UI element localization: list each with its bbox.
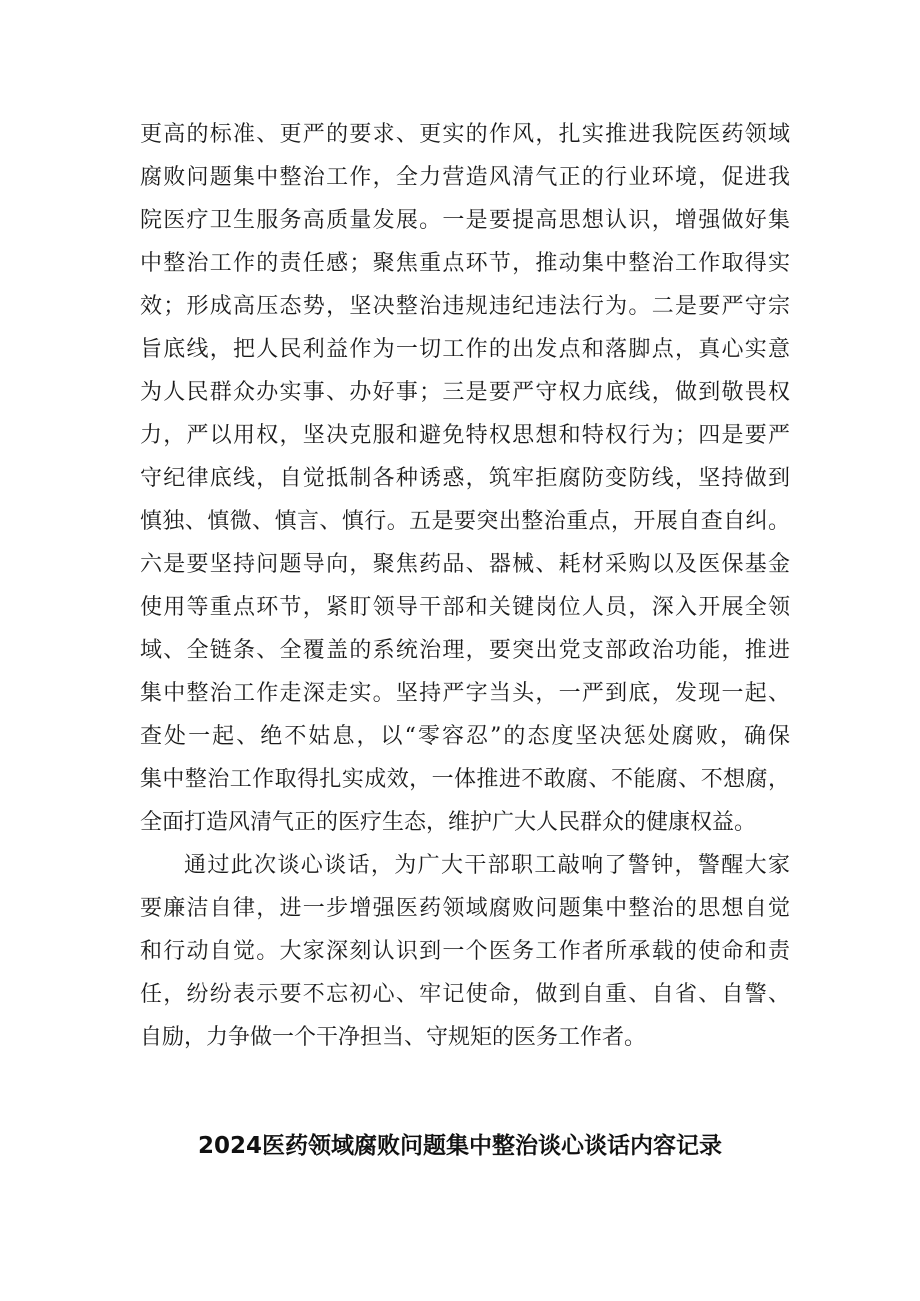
paragraph-line: 集中整治工作走深走实。坚持严字当头，一严到底，发现一起、 [140,681,790,706]
paragraph-line: 要廉洁自律，进一步增强医药领域腐败问题集中整治的思想自觉 [140,896,790,921]
paragraph-line: 集中整治工作取得扎实成效，一体推进不敢腐、不能腐、不想腐， [140,767,790,792]
section-title: 2024医药领域腐败问题集中整治谈心谈话内容记录 [197,1133,722,1159]
paragraph-line: 旨底线，把人民利益作为一切工作的出发点和落脚点，真心实意 [140,337,790,362]
paragraph-line: 中整治工作的责任感；聚焦重点环节，推动集中整治工作取得实 [140,251,790,276]
paragraph-line: 使用等重点环节，紧盯领导干部和关键岗位人员，深入开展全领 [140,595,790,620]
paragraph-line: 更高的标准、更严的要求、更实的作风，扎实推进我院医药领域 [140,122,790,147]
paragraph-line: 任，纷纷表示要不忘初心、牢记使命，做到自重、自省、自警、 [140,982,790,1007]
paragraph-line: 全面打造风清气正的医疗生态，维护广大人民群众的健康权益。 [140,810,757,835]
paragraph-line: 为人民群众办实事、办好事；三是要严守权力底线，做到敬畏权 [140,380,790,405]
paragraph-line: 守纪律底线，自觉抵制各种诱惑，筑牢拒腐防变防线，坚持做到 [140,466,790,491]
paragraph-1 [140,113,790,844]
body-text [140,113,790,1059]
paragraph-line: 力，严以用权，坚决克服和避免特权思想和特权行为；四是要严 [140,423,790,448]
paragraph-line: 院医疗卫生服务高质量发展。一是要提高思想认识，增强做好集 [140,208,790,233]
paragraph-line: 查处一起、绝不姑息，以“零容忍”的态度坚决惩处腐败，确保 [140,724,790,749]
paragraph-line: 通过此次谈心谈话，为广大干部职工敲响了警钟，警醒大家 [184,853,790,878]
paragraph-line: 腐败问题集中整治工作，全力营造风清气正的行业环境，促进我 [140,165,790,190]
paragraph-line: 慎独、慎微、慎言、慎行。五是要突出整治重点，开展自查自纠。 [140,509,790,534]
paragraph-line: 六是要坚持问题导向，聚焦药品、器械、耗材采购以及医保基金 [140,552,790,577]
paragraph-line: 效；形成高压态势，坚决整治违规违纪违法行为。二是要严守宗 [140,294,790,319]
paragraph-line: 域、全链条、全覆盖的系统治理，要突出党支部政治功能，推进 [140,638,790,663]
paragraph-line: 自励，力争做一个干净担当、守规矩的医务工作者。 [140,1025,647,1050]
paragraph-2 [140,844,790,1059]
paragraph-line: 和行动自觉。大家深刻认识到一个医务工作者所承载的使命和责 [140,939,790,964]
